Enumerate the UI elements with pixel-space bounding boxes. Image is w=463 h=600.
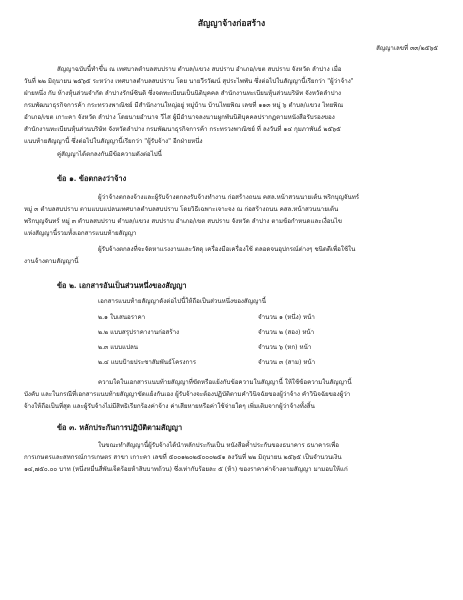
attachment-item-name: ๒.๒ แบบสรุปราคางานก่อสร้าง: [98, 329, 180, 336]
attachment-item-count: จำนวน ๒ (สอง) หน้า: [258, 329, 315, 336]
section-2-heading: ข้อ ๒. เอกสารอันเป็นส่วนหนึ่งของสัญญา: [57, 281, 187, 290]
document-title: สัญญาจ้างก่อสร้าง: [197, 19, 266, 29]
agreement-line: คู่สัญญาได้ตกลงกันมีข้อความดังต่อไปนี้: [57, 151, 162, 158]
attachment-item-count: จำนวน ๓ (สาม) หน้า: [258, 359, 316, 366]
intro-line: ฝ่ายหนึ่ง กับ ห้างหุ้นส่วนจำกัด ลำปางรักษ์ซินดิ ซึ่งจดทะเบียนเป็นนิติบุคคล สำนักงานทะเบียนหุ้นส่วนบริษัท จังหวัดลำปาง: [24, 90, 342, 97]
contract-number: สัญญาเลขที่ ๓๓/๒๕๖๕: [376, 45, 438, 52]
section-3-text: ในขณะทำสัญญานี้ผู้รับจ้างได้นำหลักประกันเป็น หนังสือค้ำประกันของธนาคาร ธนาคารเพื่อ: [98, 442, 340, 449]
attachment-item-count: จำนวน ๑ (หนึ่ง) หน้า: [258, 314, 315, 321]
section-1-heading: ข้อ ๑. ข้อตกลงว่าจ้าง: [57, 174, 127, 183]
section-3-text: การเกษตรและสหกรณ์การเกษตร สาขา เกาะคา เลขที่ ๕๐๐๑๒๐๒๕๐๐๐๒๕๑ ลงวันที่ ๒๒ มิถุนายน ๒๕๖๕ เป็นจำนวนเงิน: [24, 454, 342, 461]
intro-line: อำเภอ/เขต เกาะคา จังหวัด ลำปาง โดยนายอำนาจ วีไส ผู้มีอำนาจลงนามผูกพันนิติบุคคลปรากฏตามหนังสือรับรองของ: [24, 114, 335, 121]
intro-line: สัญญาฉบับนี้ทำขึ้น ณ เทศบาลตำบลสบปราบ ตำบล/แขวง สบปราบ อำเภอ/เขต สบปราบ จังหวัด ลำปาง เมื่อ: [57, 66, 342, 73]
intro-line: แนบท้ายสัญญานี้ ซึ่งต่อไปในสัญญานี้เรียกว่า "ผู้รับจ้าง" อีกฝ่ายหนึ่ง: [24, 138, 203, 145]
section-2-text: บังคับ และในกรณีที่เอกสารแนบท้ายสัญญาขัดแย้งกันเอง ผู้รับจ้างจะต้องปฏิบัติตามคำวินิจฉัยของผู้ว่าจ้าง คำวินิจฉัยของผู้ว่า: [24, 391, 351, 398]
attachment-item-count: จำนวน ๖ (หก) หน้า: [258, 344, 312, 351]
intro-line: กรมพัฒนาธุรกิจการค้า กระทรวงพาณิชย์ มีสำนักงานใหญ่อยู่ หมู่บ้าน บ้านไทยพิณ เลขที่ ๑๑๓ หมู่ ๖ ตำบล/แขวง ไทยพิณ: [24, 102, 344, 109]
intro-line: สำนักงานทะเบียนหุ้นส่วนบริษัท จังหวัดลำปาง กรมพัฒนาธุรกิจการค้า กระทรวงพาณิชย์ ที่ ลงวันที่ ๑๔ กุมภาพันธ์ ๒๕๖๕: [24, 126, 341, 133]
section-1-text: พริกบุญจันทร์ หมู่ ๓ ตำบลสบปราบ ตำบล/แขวง สบปราบ อำเภอ/เขต สบปราบ จังหวัด ลำปาง ตามข้อกำหนดและเงื่อนไข: [24, 218, 343, 225]
section-2-lead: เอกสารแนบท้ายสัญญาดังต่อไปนี้ให้ถือเป็นส่วนหนึ่งของสัญญานี้: [98, 298, 266, 305]
intro-line: วันที่ ๒๒ มิถุนายน ๒๕๖๕ ระหว่าง เทศบาลตำบลสบปราบ โดย นายวีรวัฒน์ สุประไพพัน ซึ่งต่อไปในสัญญานี้เรียกว่า "ผู้ว่าจ้าง": [24, 78, 354, 85]
section-3-heading: ข้อ ๓. หลักประกันการปฏิบัติตามสัญญา: [57, 423, 183, 432]
section-1-text: ผู้ว่าจ้างตกลงจ้างและผู้รับจ้างตกลงรับจ้างทำงาน ก่อสร้างถนน คสล.หน้าสวนนายเต้น พริกบุญจันทร์: [98, 194, 360, 201]
section-1-text: หมู่ ๓ ตำบลสบปราบ ตามแบบแปลนเทศบาลตำบลสบปราบ โดยวิธีเฉพาะเจาะจง ณ ก่อสร้างถนน คสล.หน้าสวนนายเต้น: [24, 206, 339, 213]
attachment-item-name: ๒.๑ ใบเสนอราคา: [98, 314, 146, 321]
section-3-text: ๑๔,๗๕๐.๐๐ บาท (หนึ่งหมื่นสี่พันเจ็ดร้อยห้าสิบบาทถ้วน) ซึ่งเท่ากับร้อยละ ๕ (ห้า) ของราคาค่าจ้างตามสัญญา มามอบให้แก่: [24, 466, 348, 473]
section-2-text: จ้างให้ถือเป็นที่สุด และผู้รับจ้างไม่มีสิทธิเรียกร้องค่าจ้าง ค่าเสียหายหรือค่าใช้จ่ายใดๆ เพิ่มเติมจากผู้ว่าจ้างทั้งสิ้น: [24, 403, 315, 410]
section-1-text: ผู้รับจ้างตกลงที่จะจัดหาแรงงานและวัสดุ เครื่องมือเครื่องใช้ ตลอดจนอุปกรณ์ต่างๆ ชนิดดีเพื่อใช้ใน: [98, 246, 356, 253]
attachment-item-name: ๒.๔ แบบป้ายประชาสัมพันธ์โครงการ: [98, 359, 197, 366]
section-2-text: ความใดในเอกสารแนบท้ายสัญญาที่ขัดหรือแย้งกับข้อความในสัญญานี้ ให้ใช้ข้อความในสัญญานี้: [98, 379, 352, 386]
section-1-text: งานจ้างตามสัญญานี้: [24, 258, 79, 265]
section-1-text: แห่งสัญญานี้รวมทั้งเอกสารแนบท้ายสัญญา: [24, 230, 137, 237]
attachment-item-name: ๒.๓ แบบแปลน: [98, 344, 139, 351]
